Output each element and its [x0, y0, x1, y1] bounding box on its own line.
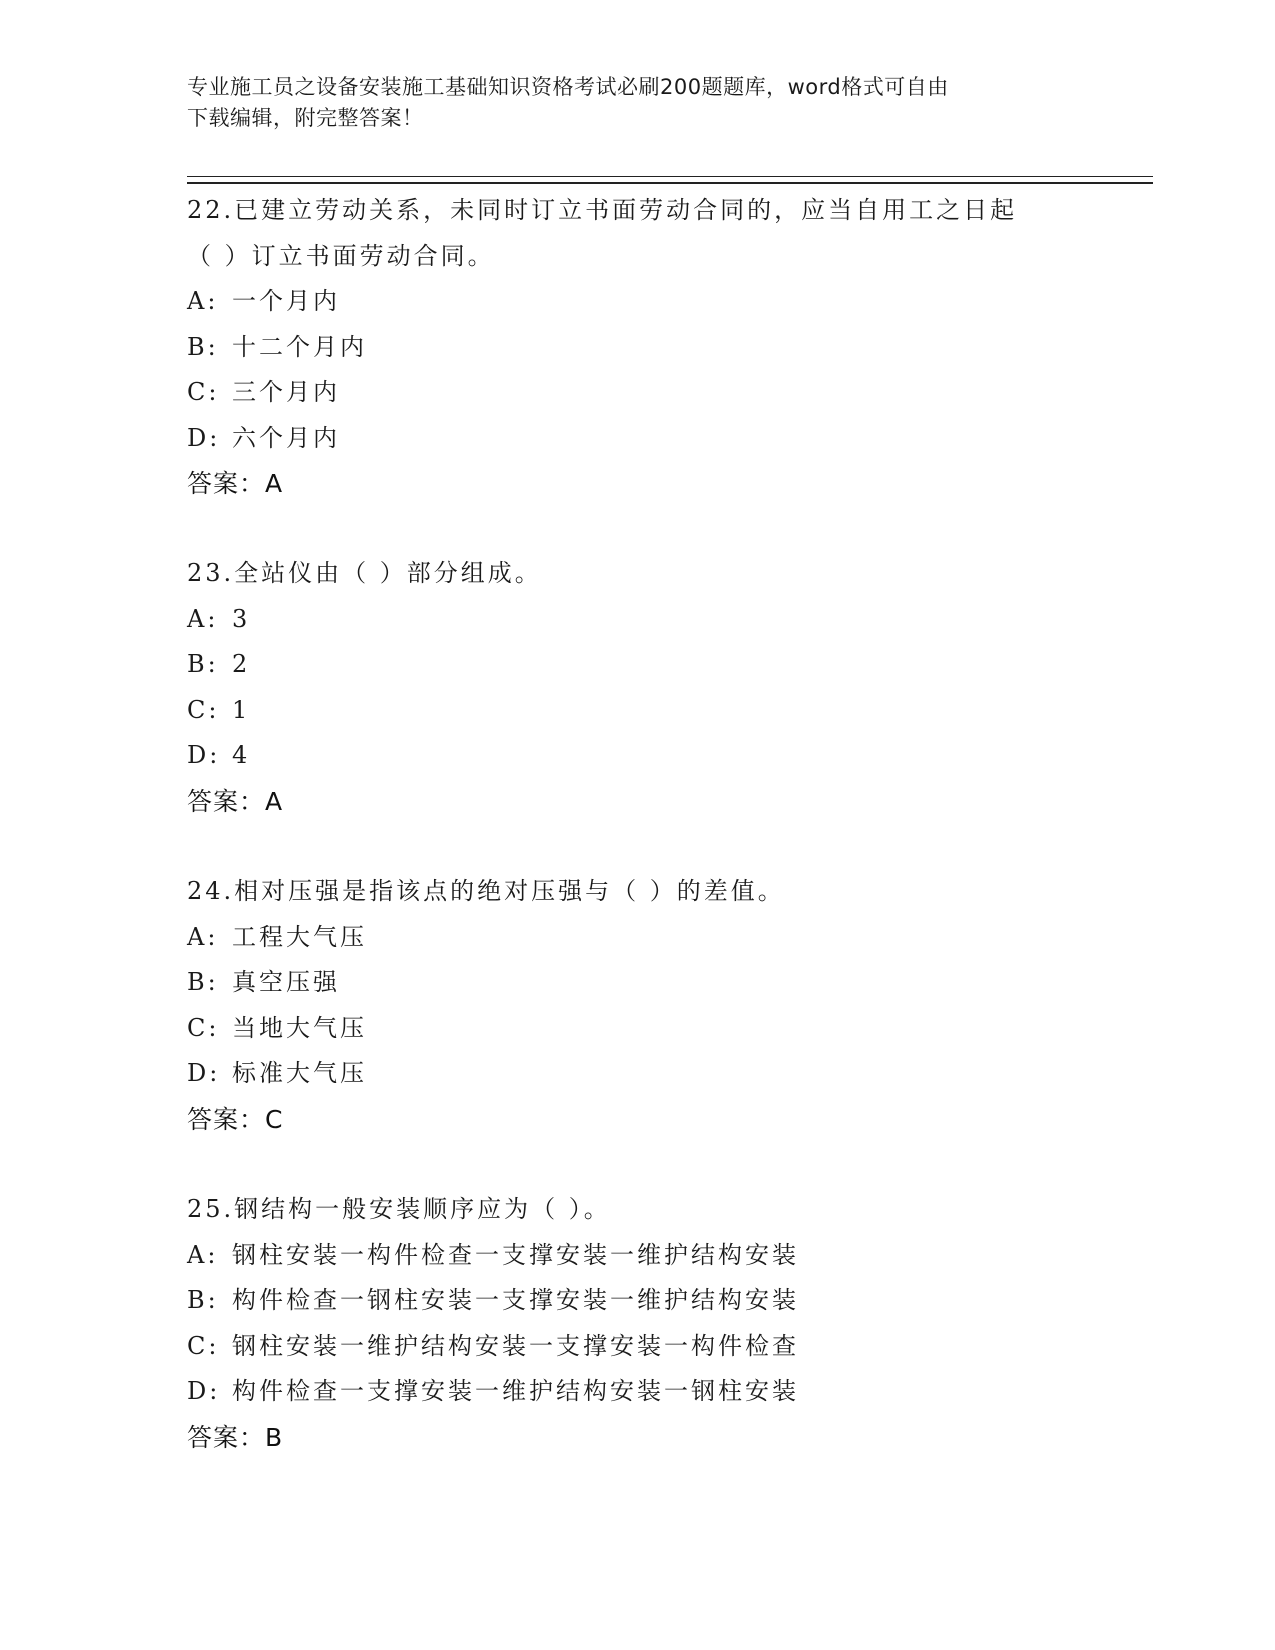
question-stem-line: （ ）订立书面劳动合同。 [187, 241, 495, 270]
option-key: D: [187, 1059, 221, 1087]
option-key: A: [187, 1240, 219, 1269]
question-stem-line: 24.相对压强是指该点的绝对压强与（ ）的差值。 [187, 877, 785, 905]
option-key: B: [187, 1286, 219, 1314]
option-text: 当地大气压 [232, 1013, 367, 1042]
option-key: D: [187, 1377, 221, 1405]
question-stem-line: 22.已建立劳动关系，未同时订立书面劳动合同的，应当自用工之日起 [187, 196, 1018, 224]
option-c [187, 1006, 1087, 1052]
option-c [187, 688, 1087, 734]
question-stem-line: 25.钢结构一般安装顺序应为（ ）。 [187, 1195, 611, 1223]
option-text: 构件检查一支撑安装一维护结构安装一钢柱安装 [232, 1377, 799, 1405]
option-key: A: [187, 604, 219, 633]
option-a [187, 279, 1087, 325]
option-key: B: [187, 968, 219, 996]
option-text: 十二个月内 [232, 332, 367, 361]
option-a [187, 597, 1087, 643]
option-d [187, 1051, 1087, 1097]
option-key: B: [187, 650, 219, 678]
answer-line: 答案：C [187, 1104, 284, 1134]
option-key: B: [187, 332, 219, 361]
option-d [187, 1369, 1087, 1415]
option-text: 六个月内 [232, 423, 340, 452]
question-stem-line: 23.全站仪由（ ）部分组成。 [187, 559, 542, 587]
header-rule-thin [187, 176, 1153, 177]
option-b [187, 960, 1087, 1006]
option-a [187, 915, 1087, 961]
option-text: 钢柱安装一维护结构安装一支撑安装一构件检查 [232, 1331, 799, 1360]
header-line-1: 专业施工员之设备安装施工基础知识资格考试必刷200题题库，word格式可自由 [187, 75, 949, 99]
question-23 [187, 551, 1087, 824]
question-25 [187, 1187, 1087, 1460]
option-b [187, 325, 1087, 371]
option-key: A: [187, 287, 219, 315]
option-key: D: [187, 741, 221, 769]
option-b [187, 1278, 1087, 1324]
option-text: 一个月内 [232, 287, 340, 315]
document-header [187, 72, 1087, 134]
option-a [187, 1233, 1087, 1279]
option-text: 构件检查一钢柱安装一支撑安装一维护结构安装 [232, 1286, 799, 1314]
header-rule-thick [187, 182, 1153, 184]
option-key: C: [187, 695, 220, 724]
option-key: D: [187, 423, 221, 452]
option-text: 2 [232, 650, 251, 678]
option-key: C: [187, 378, 220, 406]
option-key: C: [187, 1331, 220, 1360]
option-text: 三个月内 [232, 378, 340, 406]
option-c [187, 1324, 1087, 1370]
option-key: A: [187, 922, 219, 951]
option-c [187, 370, 1087, 416]
answer-line: 答案：B [187, 1422, 284, 1452]
option-key: C: [187, 1013, 220, 1042]
option-text: 钢柱安装一构件检查一支撑安装一维护结构安装 [232, 1240, 799, 1269]
option-d [187, 416, 1087, 462]
option-text: 工程大气压 [232, 922, 367, 951]
header-line-2: 下载编辑，附完整答案！ [187, 106, 424, 130]
option-text: 3 [232, 604, 251, 633]
question-22 [187, 188, 1087, 507]
option-text: 4 [232, 741, 251, 769]
option-text: 标准大气压 [232, 1059, 367, 1087]
question-24 [187, 869, 1087, 1142]
option-d [187, 733, 1087, 779]
option-text: 真空压强 [232, 968, 340, 996]
answer-line: 答案：A [187, 469, 284, 498]
option-b [187, 642, 1087, 688]
option-text: 1 [232, 695, 251, 724]
answer-line: 答案：A [187, 786, 284, 816]
